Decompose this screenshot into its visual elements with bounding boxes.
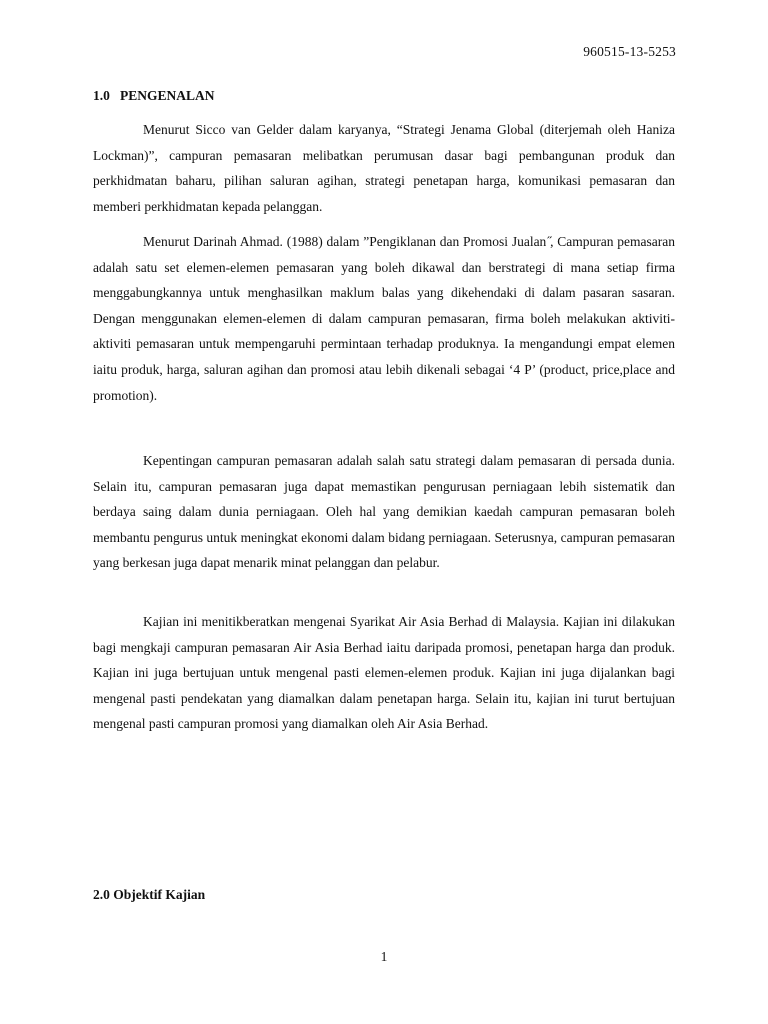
page-number: 1 — [380, 949, 388, 964]
paragraph-1: Menurut Sicco van Gelder dalam karyanya, “Strategi Jenama Global (diterjemah oleh Haniza Lockman)”, campuran pemasaran melibatkan perumusan dasar bagi pembangunan produk dan perkhidmatan baharu, pilihan saluran agihan, strategi penetapan harga, komunikasi pemasaran dan memberi perkhidmatan kepada pelanggan. — [93, 122, 675, 214]
paragraph-2: Menurut Darinah Ahmad. (1988) dalam ”Pengiklanan dan Promosi Jualan ̋, Campuran pemasaran adalah satu set elemen-elemen pemasaran yang boleh dikawal dan berstrategi di mana setiap firma menggabungkannya untuk menghasilkan maklum balas yang dikehendaki di dalam pasaran sasaran. Dengan menggunakan elemen-elemen di dalam campuran pemasaran, firma boleh melakukan aktiviti-aktiviti pemasaran untuk mempengaruhi permintaan terhadap produknya. Ia mengandungi empat elemen iaitu produk, harga, saluran agihan dan promosi atau lebih dikenali sebagai ‘4 P’ (product, price,place and promotion). — [93, 234, 675, 403]
header-id-number: 960515-13-5253 — [583, 44, 676, 59]
paragraph-4: Kajian ini menitikberatkan mengenai Syarikat Air Asia Berhad di Malaysia. Kajian ini dilakukan bagi mengkaji campuran pemasaran Air Asia Berhad iaitu daripada promosi, penetapan harga dan produk. Kajian ini juga bertujuan untuk mengenal pasti elemen-elemen produk. Kajian ini juga dijalankan bagi mengenal pasti pendekatan yang diamalkan dalam penetapan harga. Selain itu, kajian ini turut bertujuan mengenal pasti campuran promosi yang diamalkan oleh Air Asia Berhad. — [93, 614, 675, 732]
paragraph-3: Kepentingan campuran pemasaran adalah salah satu strategi dalam pemasaran di persada dunia. Selain itu, campuran pemasaran juga dapat memastikan pengurusan perniagaan lebih sistematik dan berdaya saing dalam dunia perniagaan. Oleh hal yang demikian kaedah campuran pemasaran boleh membantu pengurus untuk meningkat ekonomi dalam bidang perniagaan. Seterusnya, campuran pemasaran yang berkesan juga dapat menarik minat pelanggan dan pelabur. — [93, 453, 675, 571]
section-heading-objectives: 2.0 Objektif Kajian — [93, 887, 206, 902]
section-heading-introduction: 1.0 PENGENALAN — [93, 88, 215, 103]
